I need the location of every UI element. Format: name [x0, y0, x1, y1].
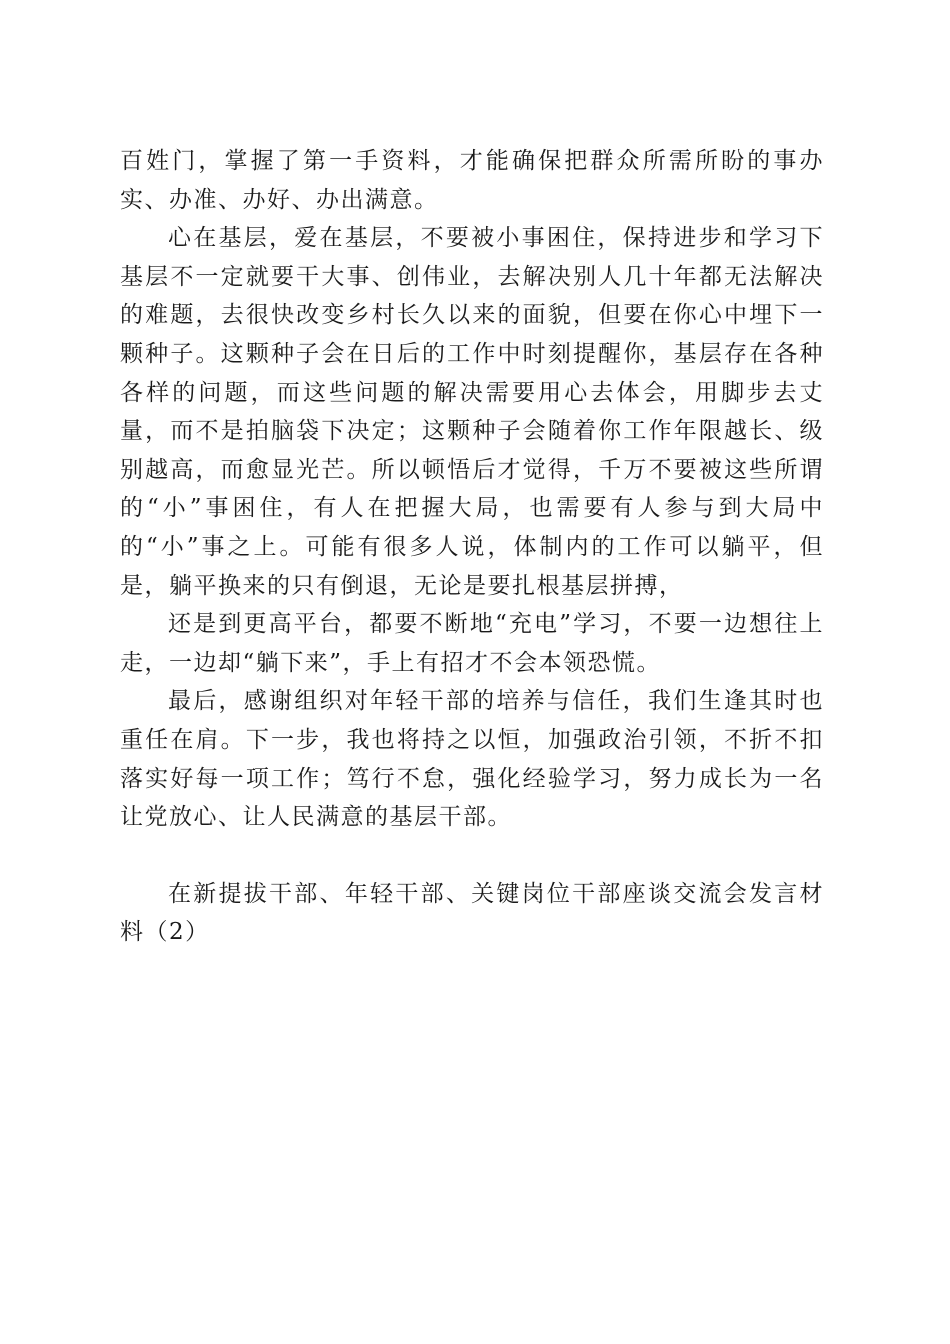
document-page	[120, 142, 824, 952]
paragraph-1: 百姓门，掌握了第一手资料，才能确保把群众所需所盼的事办实、办准、办好、办出满意。	[120, 148, 824, 213]
paragraph-2: 心在基层，爱在基层，不要被小事困住，保持进步和学习下基层不一定就要干大事、创伟业，去解决别人几十年都无法解决的难题，去很快改变乡村长久以来的面貌，但要在你心中埋下一颗种子。这颗种子会在日后的工作中时刻提醒你，基层存在各种各样的问题，而这些问题的解决需要用心去体会，用脚步去丈量，而不是拍脑袋下决定；这颗种子会随着你工作年限越长、级别越高，而愈显光芒。所以顿悟后才觉得，千万不要被这些所谓的“小”事困住，有人在把握大局，也需要有人参与到大局中的“小”事之上。可能有很多人说，体制内的工作可以躺平，但是，躺平换来的只有倒退，无论是要扎根基层拼搏，	[120, 225, 824, 599]
paragraph-spacer	[120, 837, 824, 875]
paragraph-4: 最后，感谢组织对年轻干部的培养与信任，我们生逢其时也重任在肩。下一步，我也将持之以恒，加强政治引领，不折不扣落实好每一项工作；笃行不怠，强化经验学习，努力成长为一名让党放心、让人民满意的基层干部。	[120, 688, 824, 831]
paragraph-3: 还是到更高平台，都要不断地“充电”学习，不要一边想往上走，一边却“躺下来”，手上有招才不会本领恐慌。	[120, 611, 824, 676]
section-title: 在新提拔干部、年轻干部、关键岗位干部座谈交流会发言材料（2）	[120, 880, 824, 946]
